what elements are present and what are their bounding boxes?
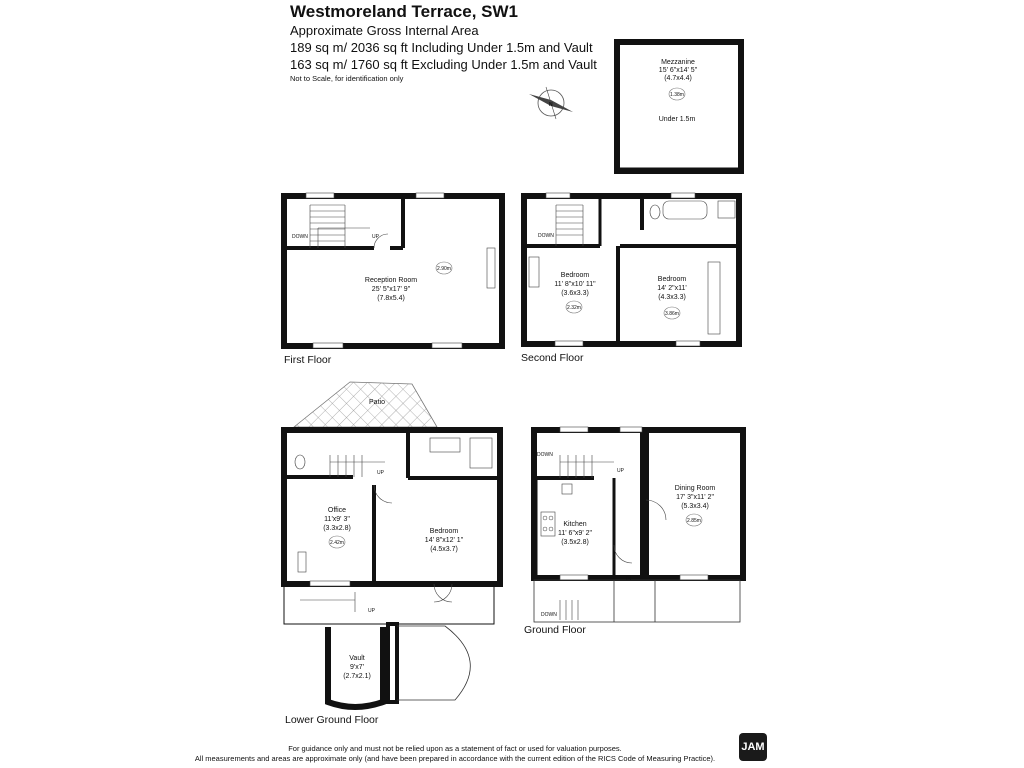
kitchen-imperial: 11' 6"x9' 2": [558, 530, 592, 537]
kitchen-metric: (3.5x2.8): [561, 539, 589, 546]
bedroom2a-name: Bedroom: [560, 272, 590, 279]
office-metric: (3.3x2.8): [323, 525, 351, 532]
ground-floor-plan: [524, 427, 743, 636]
bedroom2a-imperial: 11' 8"x10' 11": [554, 281, 596, 288]
bedroom2a-metric: (3.6x3.3): [561, 290, 589, 297]
mezzanine-name: Mezzanine: [661, 59, 695, 66]
office-imperial: 11'x9' 3": [324, 516, 350, 523]
patio-area: [294, 382, 437, 427]
bedroom2b-height: 3.86m: [665, 311, 679, 317]
footer-measurements: All measurements and areas are approximate only (and have been prepared in accordance with the current edition of the RICS Code of Measuring Practice).: [194, 754, 716, 763]
dining-name: Dining Room: [674, 485, 716, 492]
first-floor-plan: [284, 193, 502, 366]
dining-metric: (5.3x3.4): [681, 503, 709, 510]
lower-ground-floor-label: Lower Ground Floor: [285, 714, 379, 726]
ground-floor-label: Ground Floor: [524, 624, 586, 636]
lower-ground-floor-plan: [284, 430, 500, 726]
dining-height: 2.85m: [687, 518, 701, 524]
office-name: Office: [327, 507, 347, 514]
reception-name: Reception Room: [364, 277, 418, 284]
ground-down-label-2: DOWN: [541, 612, 557, 618]
first-down-label: DOWN: [292, 234, 308, 240]
mezzanine-height: 1.38m: [670, 92, 684, 98]
reception-metric: (7.8x5.4): [377, 295, 405, 302]
mezzanine-plan: [617, 42, 741, 171]
area-excluding: 163 sq m/ 1760 sq ft Excluding Under 1.5m and Vault: [290, 57, 597, 72]
patio-name: Patio: [369, 399, 385, 406]
first-up-label: UP: [372, 234, 379, 240]
svg-text:N: N: [549, 102, 553, 108]
bedroom2b-imperial: 14' 2"x11': [657, 285, 687, 292]
bedroom2b-name: Bedroom: [657, 276, 687, 283]
scale-disclaimer: Not to Scale, for identification only: [290, 74, 404, 83]
mezzanine-imperial: 15' 6"x14' 5": [658, 67, 698, 74]
bedroomlg-imperial: 14' 8"x12' 1": [424, 537, 464, 544]
ground-in-label: IN: [626, 576, 631, 582]
vault-imperial: 9'x7': [350, 664, 364, 671]
reception-imperial: 25' 5"x17' 9": [371, 286, 411, 293]
vault-metric: (2.7x2.1): [343, 673, 371, 680]
dining-imperial: 17' 3"x11' 2": [676, 494, 714, 501]
vault-name: Vault: [349, 655, 365, 662]
ground-down-label: DOWN: [537, 452, 553, 458]
bedroom2b-metric: (4.3x3.3): [658, 294, 686, 301]
footer-guidance: For guidance only and must not be relied upon as a statement of fact or used for valuation purposes.: [288, 744, 622, 753]
area-including: 189 sq m/ 2036 sq ft Including Under 1.5m and Vault: [290, 40, 593, 55]
property-title: Westmoreland Terrace, SW1: [290, 2, 519, 21]
bedroomlg-metric: (4.5x3.7): [430, 546, 458, 553]
office-height: 2.42m: [330, 540, 344, 546]
bedroom2a-height: 2.32m: [567, 305, 581, 311]
reception-height: 2.90m: [437, 266, 451, 272]
mezzanine-metric: (4.7x4.4): [664, 75, 692, 82]
first-floor-label: First Floor: [284, 354, 332, 366]
second-down-label: DOWN: [538, 233, 554, 239]
bedroomlg-name: Bedroom: [429, 528, 459, 535]
area-heading: Approximate Gross Internal Area: [290, 23, 479, 38]
mezzanine-note: Under 1.5m: [658, 116, 696, 123]
lower-up-label: UP: [377, 470, 384, 476]
jam-logo: JAM: [739, 733, 767, 761]
kitchen-name: Kitchen: [563, 521, 587, 528]
compass-icon: [529, 87, 573, 119]
lower-up-label-2: UP: [368, 608, 375, 614]
second-floor-label: Second Floor: [521, 352, 584, 364]
second-floor-plan: [521, 193, 739, 364]
ground-up-label: UP: [617, 468, 624, 474]
footer: [0, 744, 910, 764]
